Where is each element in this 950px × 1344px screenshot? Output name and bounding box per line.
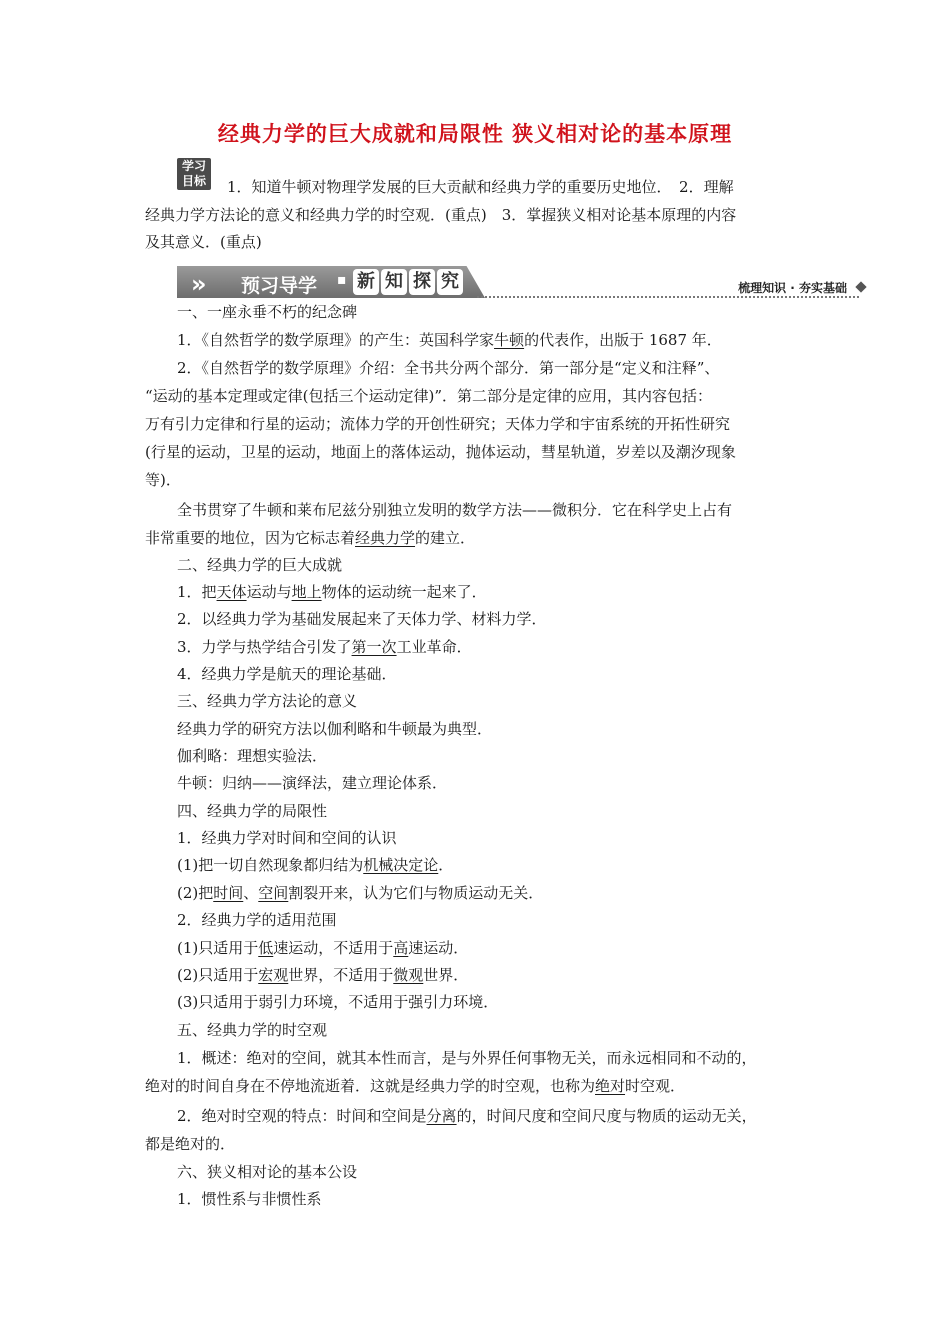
text-line [177,883,857,903]
text-run: 、 [243,884,259,902]
text-run: 割裂开来，认为它们与物质运动无关． [288,884,544,902]
text-run: 1．惯性系与非惯性系 [177,1190,322,1208]
text-line [177,302,857,322]
text-run: 世界，不适用于 [288,966,394,984]
chevron-right-icon: » [191,270,201,298]
underlined-answer: 天体 [216,583,247,601]
text-run: 运动与 [246,583,292,601]
text-line [145,386,825,406]
page-title: 经典力学的巨大成就和局限性 狭义相对论的基本原理 [217,122,733,146]
text-run: 2．经典力学的适用范围 [177,911,337,929]
goals-line-2: 经典力学方法论的意义和经典力学的时空观．(重点) 3．掌握狭义相对论基本原理的内容 [145,205,737,224]
underlined-answer: 牛顿 [494,331,525,349]
text-run: 时空观． [625,1077,686,1095]
text-line [177,330,857,350]
text-run: “运动的基本定理或定律(包括三个运动定律)”．第二部分是定律的应用，其内容包括： [145,387,713,405]
banner-new-knowledge [353,269,463,295]
text-line [177,746,857,766]
text-line [145,1134,825,1154]
text-run: 都是绝对的． [145,1135,236,1153]
underlined-answer: 时间 [213,884,244,902]
text-run: 的代表作，出版于 1687 年． [524,331,722,349]
text-run: (2)把 [177,884,214,902]
text-run: 牛顿：归纳——演绎法，建立理论体系． [177,774,448,792]
text-line [177,1189,857,1209]
text-run: 的建立． [415,529,476,547]
text-line [177,664,857,684]
text-line [177,691,857,711]
text-run: 1．《自然哲学的数学原理》的产生：英国科学家 [177,331,495,349]
text-line [177,801,857,821]
banner-subtitle: 梳理知识 · 夯实基础 [738,281,847,295]
underlined-answer: 绝对 [595,1077,626,1095]
text-run: 速运动． [408,939,469,957]
underlined-answer: 空间 [258,884,289,902]
text-line [177,773,857,793]
text-line [177,938,857,958]
banner-char: 探 [409,269,435,295]
text-line [145,470,825,490]
underlined-answer: 高 [393,939,409,957]
text-line [177,1106,857,1126]
text-run: 4．经典力学是航天的理论基础． [177,665,397,683]
badge-line-2: 目标 [181,174,206,188]
text-line [177,992,857,1012]
text-run: 工业革命． [396,638,472,656]
text-run: 二、经典力学的巨大成就 [177,556,343,574]
text-line [177,555,857,575]
banner-char: 知 [381,269,407,295]
text-run: 非常重要的地位，因为它标志着 [145,529,356,547]
text-run: 2．《自然哲学的数学原理》介绍：全书共分两个部分．第一部分是“定义和注释”、 [177,359,720,377]
text-run: 2．以经典力学为基础发展起来了天体力学、材料力学． [177,610,547,628]
text-run: 世界． [423,966,469,984]
text-run: 1．概述：绝对的空间，就其本性而言，是与外界任何事物无关，而永远相同和不动的， [177,1049,757,1067]
text-line [177,1020,857,1040]
text-run: 四、经典力学的局限性 [177,802,328,820]
banner-title: 预习导学 [241,275,318,297]
text-run: (2)只适用于 [177,966,259,984]
text-run: 绝对的时间自身在不停地流逝着．这就是经典力学的时空观，也称为 [145,1077,596,1095]
banner-char: 究 [437,269,463,295]
text-line [177,358,857,378]
text-line [177,609,857,629]
text-line [145,1076,825,1096]
text-line [177,965,857,985]
text-run: 物体的运动统一起来了． [321,583,487,601]
diamond-icon [855,281,866,292]
text-run: (行星的运动，卫星的运动，地面上的落体运动，抛体运动，彗星轨道，岁差以及潮汐现象 [145,443,736,461]
banner-dot: ▪ [337,272,347,288]
underlined-answer: 宏观 [258,966,289,984]
text-line [177,1162,857,1182]
goals-line-1: 1．知道牛顿对物理学发展的巨大贡献和经典力学的重要历史地位． 2．理解 [227,178,734,196]
underlined-answer: 分离 [426,1107,457,1125]
text-run: 六、狭义相对论的基本公设 [177,1163,358,1181]
text-run: 1．把 [177,583,217,601]
text-line [177,500,857,520]
underlined-answer: 低 [258,939,274,957]
text-run: 速运动，不适用于 [273,939,394,957]
text-run: 1．经典力学对时间和空间的认识 [177,829,397,847]
underlined-answer: 机械决定论 [363,856,439,874]
text-run: 等)． [145,471,181,489]
text-line [177,582,857,602]
text-run: 的，时间尺度和空间尺度与物质的运动无关， [456,1107,757,1125]
text-run: 一、一座永垂不朽的纪念碑 [177,303,358,321]
text-line [145,442,825,462]
underlined-answer: 地上 [291,583,322,601]
study-goals-text [145,174,815,257]
text-run: 五、经典力学的时空观 [177,1021,328,1039]
text-line [145,414,825,434]
banner-dotted-rule [477,296,859,298]
text-run: (1)把一切自然现象都归结为 [177,856,364,874]
text-run: 2．绝对时空观的特点：时间和空间是 [177,1107,427,1125]
text-line [177,910,857,930]
section-banner [177,266,867,300]
underlined-answer: 第一次 [351,638,397,656]
text-line [177,855,857,875]
text-run: 伽利略：理想实验法． [177,747,328,765]
text-run: 全书贯穿了牛顿和莱布尼兹分别独立发明的数学方法——微积分．它在科学史上占有 [177,501,733,519]
banner-char: 新 [353,269,379,295]
text-line [177,637,857,657]
underlined-answer: 经典力学 [355,529,416,547]
text-run: 三、经典力学方法论的意义 [177,692,358,710]
text-run: (1)只适用于 [177,939,259,957]
text-run: 3．力学与热学结合引发了 [177,638,352,656]
text-run: 经典力学的研究方法以伽利略和牛顿最为典型． [177,720,493,738]
text-run: (3)只适用于弱引力环境，不适用于强引力环境． [177,993,499,1011]
goals-line-3: 及其意义．(重点) [145,233,262,251]
text-run: ． [438,856,454,874]
text-line [177,828,857,848]
text-line [177,719,857,739]
badge-line-1: 学习 [181,159,206,173]
text-line [177,1048,857,1068]
text-run: 万有引力定律和行星的运动；流体力学的开创性研究；天体力学和宇宙系统的开拓性研究 [145,415,731,433]
text-line [145,528,825,548]
underlined-answer: 微观 [393,966,424,984]
